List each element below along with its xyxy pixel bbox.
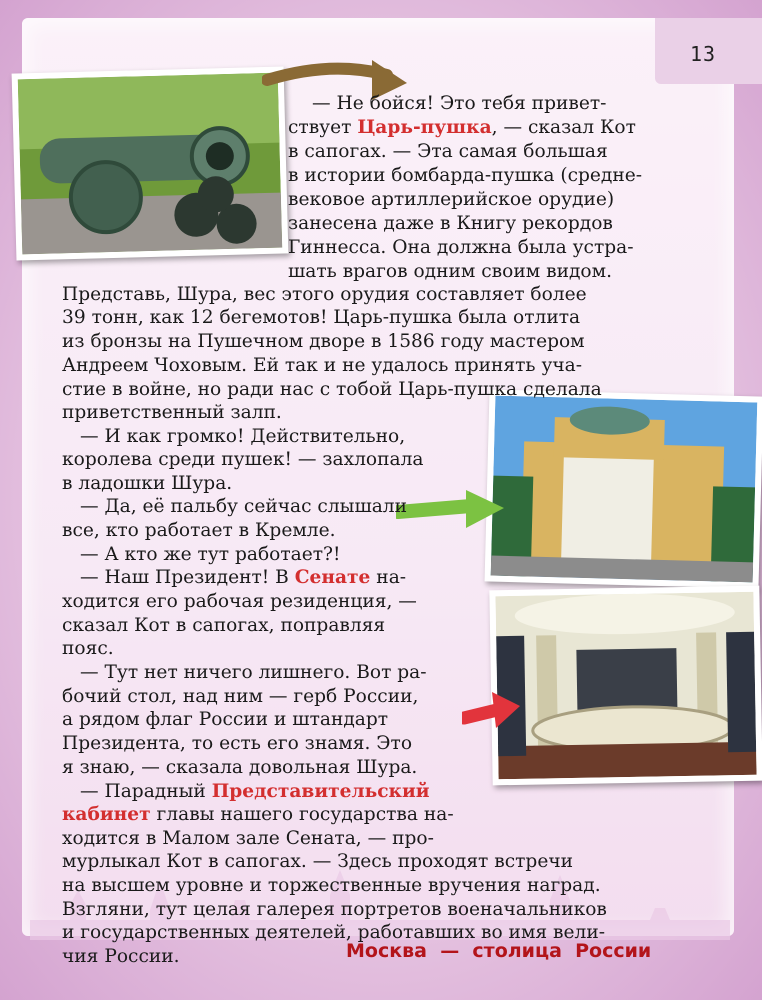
text-segment: а рядом флаг России и штандарт [62, 709, 389, 730]
text-line [62, 945, 180, 969]
text-line [62, 708, 388, 732]
tsar-cannon-photo [12, 66, 289, 260]
text-line [288, 164, 642, 188]
text-line [62, 448, 424, 472]
text-line [62, 637, 114, 661]
text-segment: ствует [288, 117, 358, 138]
text-segment: все, кто работает в Кремле. [62, 520, 336, 541]
text-segment: в сапогах. — Эта самая большая [288, 141, 608, 162]
text-line [62, 378, 602, 402]
text-segment: в истории бомбарда-пушка (средне- [288, 165, 643, 186]
highlighted-term: Сенате [294, 567, 371, 588]
text-line [288, 188, 614, 212]
text-segment: мурлыкал Кот в сапогах. — Здесь проходят встречи [62, 851, 574, 872]
text-segment: , — сказал Кот [491, 117, 636, 138]
text-line [288, 212, 613, 236]
text-segment: — Не бойся! Это тебя привет- [312, 93, 607, 114]
text-line [62, 590, 417, 614]
text-segment: стие в войне, но ради нас с тобой Царь-пушка сделала [62, 379, 602, 400]
highlighted-term: Царь-пушка [357, 117, 492, 138]
text-line [62, 306, 580, 330]
text-segment: — Да, её пальбу сейчас слышали [80, 496, 408, 517]
text-line [312, 92, 606, 116]
tsar-cannon-image [18, 73, 282, 255]
text-segment: — Наш Президент! В [80, 567, 295, 588]
text-line [62, 472, 232, 496]
senate-image [491, 396, 758, 583]
text-line [62, 401, 282, 425]
text-segment: бочий стол, над ним — герб России, [62, 686, 419, 707]
cabinet-photo [489, 586, 762, 786]
text-segment: — А кто же тут работает?! [80, 544, 341, 565]
text-line [62, 827, 434, 851]
highlighted-term: кабинет [62, 804, 151, 825]
green-arrow-icon [396, 486, 506, 534]
text-segment: пояс. [62, 638, 114, 659]
text-segment: я знаю, — сказала довольная Шура. [62, 757, 418, 778]
cabinet-image [495, 592, 756, 779]
text-segment: сказал Кот в сапогах, поправляя [62, 615, 386, 636]
text-segment: Президента, то есть его знамя. Это [62, 733, 413, 754]
text-line [62, 756, 417, 780]
text-line [80, 566, 406, 590]
text-line [62, 850, 573, 874]
text-line [62, 803, 454, 827]
text-line [80, 495, 407, 519]
text-segment: Представь, Шура, вес этого орудия составляет более [62, 284, 587, 305]
text-line [62, 732, 412, 756]
text-line [62, 519, 336, 543]
text-segment: на- [370, 567, 407, 588]
text-segment: главы нашего государства на- [150, 804, 454, 825]
text-line [62, 354, 582, 378]
text-segment: из бронзы на Пушечном дворе в 1586 году мастером [62, 331, 585, 352]
highlighted-term: Представительский [211, 781, 430, 802]
text-segment: 39 тонн, как 12 бегемотов! Царь-пушка была отлита [62, 307, 581, 328]
red-arrow-icon [462, 688, 522, 733]
text-segment: шать врагов одним своим видом. [288, 261, 612, 282]
text-segment: — Парадный [80, 781, 212, 802]
page-number: 13 [690, 42, 717, 66]
senate-photo [485, 389, 762, 588]
text-segment: Андреем Чоховым. Ей так и не удалось принять уча- [62, 355, 583, 376]
text-line [62, 330, 585, 354]
text-segment: в ладошки Шура. [62, 473, 233, 494]
text-segment: — И как громко! Действительно, [80, 426, 406, 447]
text-line [288, 236, 634, 260]
text-segment: вековое артиллерийское орудие) [288, 189, 615, 210]
text-line [80, 780, 430, 804]
text-line [62, 685, 418, 709]
text-line [288, 260, 612, 284]
text-segment: королева среди пушек! — захлопала [62, 449, 424, 470]
text-segment: ходится в Малом зале Сената, — про- [62, 828, 434, 849]
text-line [288, 116, 636, 140]
text-line [80, 543, 340, 567]
text-line [62, 614, 385, 638]
text-segment: на высшем уровне и торжественные вручения наград. [62, 875, 601, 896]
text-segment: — Тут нет ничего лишнего. Вот ра- [80, 662, 427, 683]
text-line [62, 898, 607, 922]
text-segment: Взгляни, тут целая галерея портретов военачальников [62, 899, 607, 920]
text-segment: приветственный залп. [62, 402, 282, 423]
text-line [80, 661, 427, 685]
text-line [288, 140, 608, 164]
text-segment: занесена даже в Книгу рекордов [288, 213, 613, 234]
text-line [62, 283, 587, 307]
text-segment: ходится его рабочая резиденция, — [62, 591, 417, 612]
text-segment: Гиннесса. Она должна была устра- [288, 237, 634, 258]
text-line [80, 425, 405, 449]
text-segment: и государственных деятелей, работавших во имя вели- [62, 922, 606, 943]
footer-title: Москва — столица России [346, 940, 652, 962]
text-segment: чия России. [62, 946, 180, 967]
text-line [62, 874, 601, 898]
